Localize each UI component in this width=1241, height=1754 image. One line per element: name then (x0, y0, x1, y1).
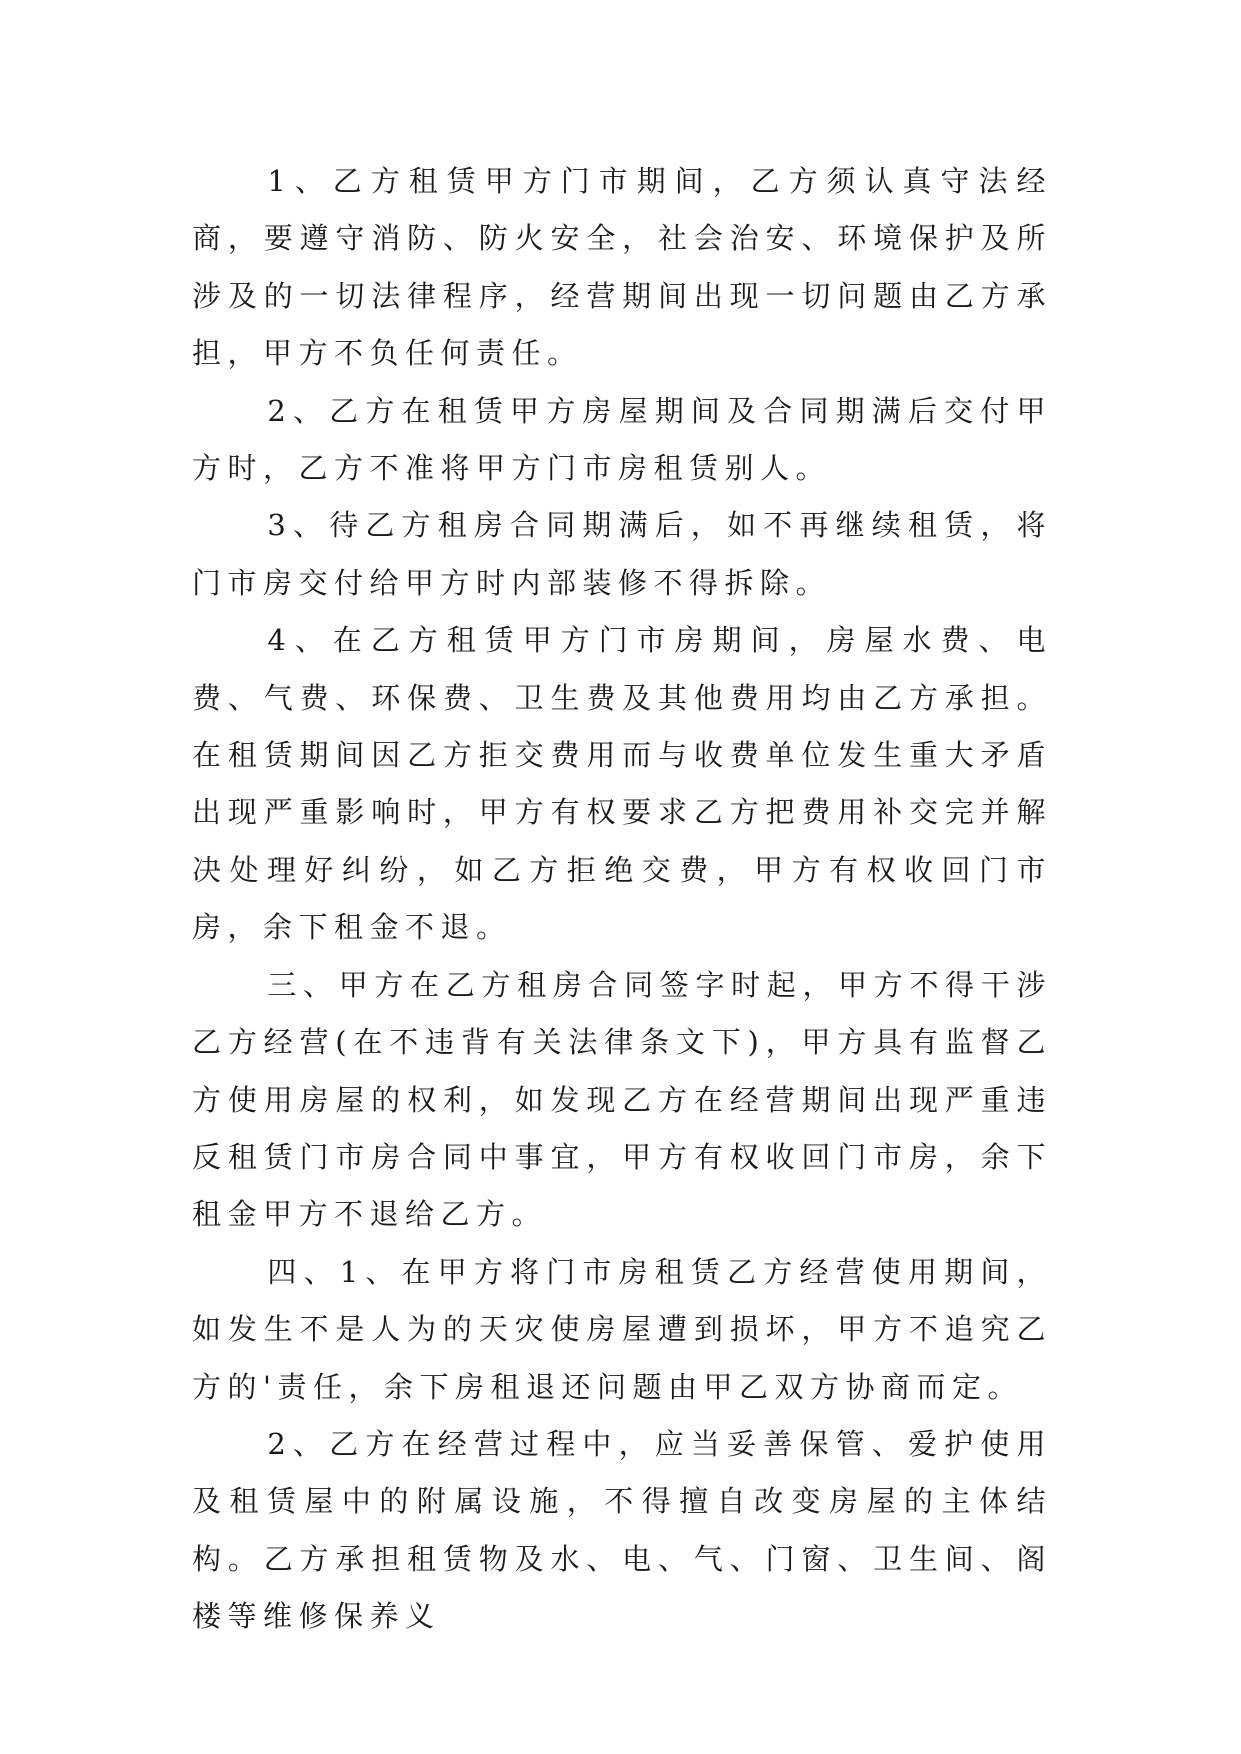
paragraph-3: 3、待乙方租房合同期满后，如不再继续租赁，将门市房交付给甲方时内部装修不得拆除。 (192, 508, 1052, 600)
paragraph-5: 三、甲方在乙方租房合同签字时起，甲方不得干涉乙方经营(在不违背有关法律条文下)，甲方具有监督乙方使用房屋的权利，如发现乙方在经营期间出现严重违反租赁门市房合同中事宜，甲方有权收回门市房，余下租金甲方不退给乙方。 (192, 967, 1052, 1232)
paragraph-6: 四、1、在甲方将门市房租赁乙方经营使用期间，如发生不是人为的天灾使房屋遭到损坏，甲方不追究乙方的'责任，余下房租退还问题由甲乙双方协商而定。 (192, 1254, 1052, 1404)
document-body (192, 153, 1052, 1646)
paragraph-2: 2、乙方在租赁甲方房屋期间及合同期满后交付甲方时，乙方不准将甲方门市房租赁别人。 (192, 393, 1052, 486)
paragraph-4: 4、在乙方租赁甲方门市房期间，房屋水费、电费、气费、环保费、卫生费及其他费用均由乙方承担。在租赁期间因乙方拒交费用而与收费单位发生重大矛盾出现严重影响时，甲方有权要求乙方把费用补交完并解决处理好纠纷，如乙方拒绝交费，甲方有权收回门市房，余下租金不退。 (192, 623, 1052, 945)
paragraph-7: 2、乙方在经营过程中，应当妥善保管、爱护使用及租赁屋中的附属设施，不得擅自改变房屋的主体结构。乙方承担租赁物及水、电、气、门窗、卫生间、阁楼等维修保养义 (192, 1426, 1052, 1634)
paragraph-1: 1、乙方租赁甲方门市期间，乙方须认真守法经商，要遵守消防、防火安全，社会治安、环境保护及所涉及的一切法律程序，经营期间出现一切问题由乙方承担，甲方不负任何责任。 (192, 164, 1052, 371)
